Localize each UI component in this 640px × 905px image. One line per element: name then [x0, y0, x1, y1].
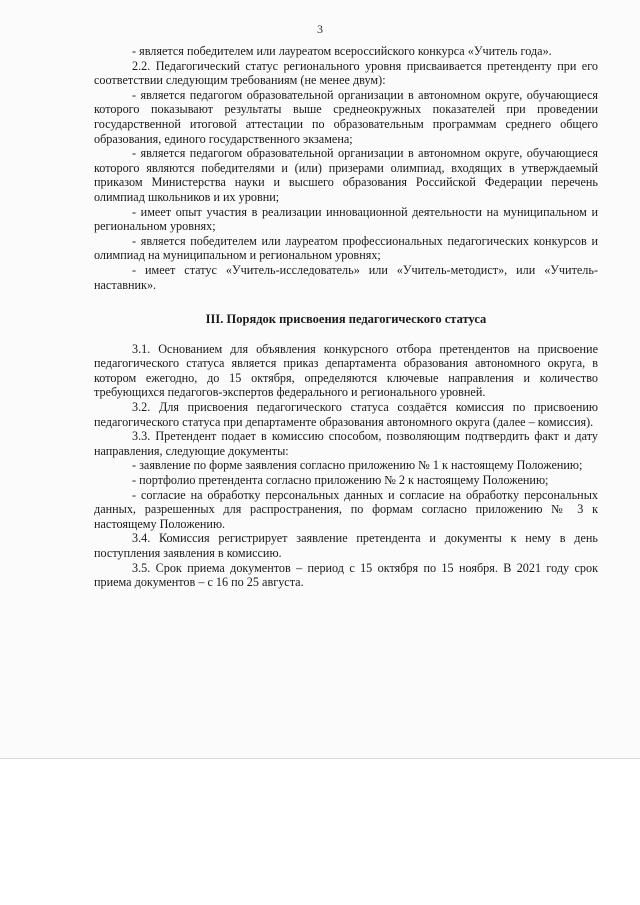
list-item-portfolio: - портфолио претендента согласно приложению № 2 к настоящему Положению; [132, 473, 549, 488]
paragraph-criterion-innovation: - имеет опыт участия в реализации инновационной деятельности на муниципальном и региональном уровнях; [94, 204, 598, 234]
paragraph-3-1: 3.1. Основанием для объявления конкурсного отбора претендентов на присвоение педагогического статуса является приказ департамента образования автономного округа, в котором ежегодно, до 15 октября, определяются ключевые направления и количество требующихся педагогов-экспертов федерального и регионального уровней. [94, 341, 598, 400]
list-item-application: - заявление по форме заявления согласно приложению № 1 к настоящему Положению; [132, 458, 583, 473]
paragraph-3-3: 3.3. Претендент подает в комиссию способом, позволяющим подтвердить факт и дату направления, следующие документы: [94, 429, 598, 458]
section-title: III. Порядок присвоения педагогического статуса [205, 312, 487, 327]
paragraph-criterion-contest-winner: - является победителем или лауреатом профессиональных педагогических конкурсов и олимпиад на муниципальном и региональном уровнях; [94, 233, 598, 263]
paragraph-winner-teacher-of-year: - является победителем или лауреатом всероссийского конкурса «Учитель года». [132, 44, 552, 58]
paragraph-criterion-status: - имеет статус «Учитель-исследователь» или «Учитель-методист», или «Учитель-наставник». [94, 262, 598, 292]
paragraph-criterion-olympiad-winners: - является педагогом образовательной организации в автономном округе, обучающиеся которого являются победителями и (или) призерами олимпиад, входящих в утверждаемый приказом Министерства науки и высшего образования Российской Федерации перечень олимпиад школьников и их уровни; [94, 146, 598, 204]
list-item-consent: - согласие на обработку персональных данных и согласие на обработку персональных данных, разрешенных для распространения, по формам согласно приложению № 3 к настоящему Положению. [94, 487, 598, 531]
paragraph-2-2: 2.2. Педагогический статус регионального уровня присваивается претенденту при его соответствии следующим требованиям (не менее двум): [94, 58, 598, 88]
paragraph-criterion-exam-results: - является педагогом образовательной организации в автономном округе, обучающиеся которого показывают результаты выше среднеокружных показателей при проведении государственной итоговой аттестации по образовательным программам среднего общего образования, единого государственного экзамена; [94, 87, 598, 146]
paragraph-3-2: 3.2. Для присвоения педагогического статуса создаётся комиссия по присвоению педагогического статуса при департаменте образования автономного округа (далее – комиссия). [94, 400, 598, 429]
paragraph-3-4: 3.4. Комиссия регистрирует заявление претендента и документы к нему в день поступления заявления в комиссию. [94, 531, 598, 560]
page-content [94, 44, 598, 590]
paragraph-3-5: 3.5. Срок приема документов – период с 15 октября по 15 ноября. В 2021 году срок приема документов – с 16 по 25 августа. [94, 560, 598, 590]
page-number: 3 [317, 22, 323, 36]
